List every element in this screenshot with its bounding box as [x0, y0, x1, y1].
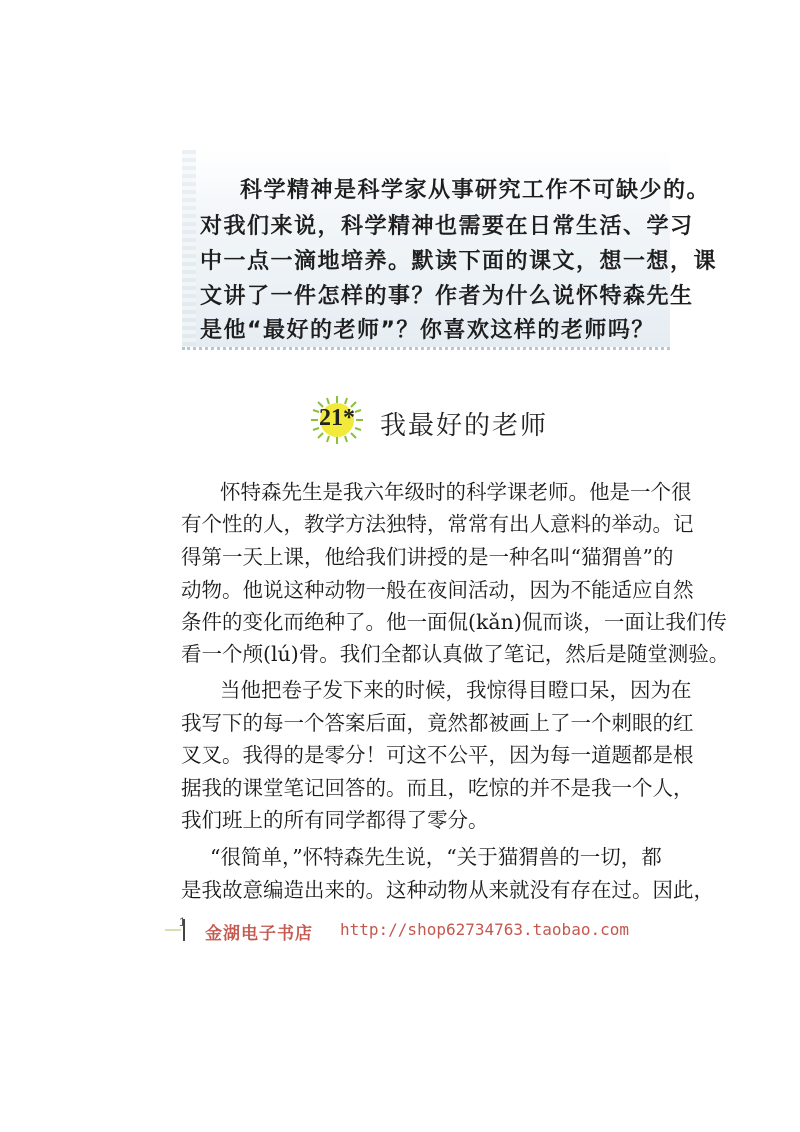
intro-line: 是他“最好的老师”？你喜欢这样的老师吗？	[200, 318, 655, 343]
intro-line: 文讲了一件怎样的事？作者为什么说怀特森先生	[200, 284, 694, 309]
body-line: 怀特森先生是我六年级时的科学课老师。他是一个很	[220, 480, 692, 504]
intro-box	[182, 150, 718, 350]
lesson-number: 21*	[319, 405, 355, 431]
body-line: 是我故意编造出来的。这种动物从来就没有存在过。因此，	[181, 878, 714, 902]
body-line: “很简单，”怀特森先生说，“关于猫猬兽的一切，都	[210, 845, 662, 869]
lesson-number-badge	[310, 395, 364, 445]
footer	[165, 915, 645, 943]
lesson-heading	[310, 395, 610, 445]
shop-name: 金湖电子书店	[205, 924, 313, 944]
body-line: 我写下的每一个答案后面，竟然都被画上了一个刺眼的红	[181, 711, 694, 735]
lesson-title: 我最好的老师	[380, 411, 549, 441]
body-line: 我们班上的所有同学都得了零分。	[181, 808, 489, 832]
body-line: 看一个颅(lú)骨。我们全都认真做了笔记，然后是随堂测验。	[181, 642, 730, 666]
body-line: 当他把卷子发下来的时候，我惊得目瞪口呆，因为在	[220, 678, 692, 702]
body-line: 据我的课堂笔记回答的。而且，吃惊的并不是我一个人，	[181, 776, 694, 800]
intro-line: 对我们来说，科学精神也需要在日常生活、学习	[200, 214, 694, 239]
body-line: 有个性的人，教学方法独特，常常有出人意料的举动。记	[181, 512, 694, 536]
intro-line: 中一点一滴地培养。默读下面的课文，想一想，课	[200, 249, 718, 274]
intro-line: 科学精神是科学家从事研究工作不可缺少的。	[240, 178, 711, 203]
page-number: 1	[179, 915, 186, 929]
body-line: 得第一天上课，他给我们讲授的是一种名叫“猫猬兽”的	[181, 545, 674, 569]
body-line: 条件的变化而绝种了。他一面侃(kǎn)侃而谈，一面让我们传	[181, 610, 727, 634]
shop-url-link[interactable]: http://shop62734763.taobao.com	[340, 920, 629, 939]
intro-box-pattern	[182, 150, 196, 347]
body-line: 动物。他说这种动物一般在夜间活动，因为不能适应自然	[181, 578, 694, 602]
body-line: 叉叉。我得的是零分！可这不公平，因为每一道题都是根	[181, 743, 694, 767]
